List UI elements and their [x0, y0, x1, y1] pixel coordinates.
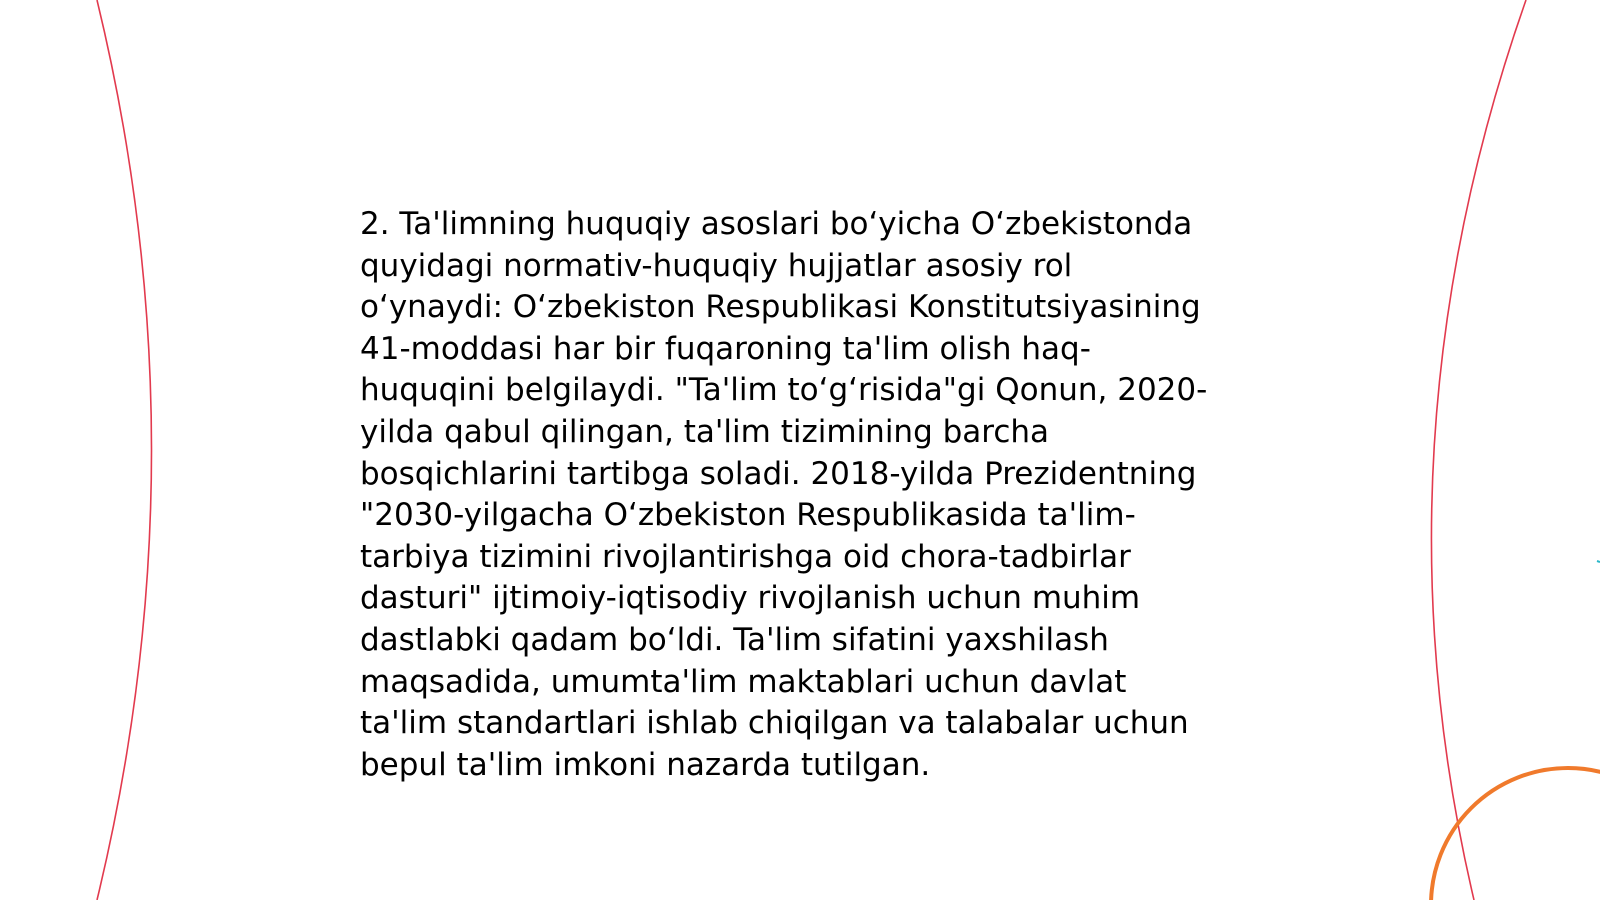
left-arc-decoration [97, 0, 152, 900]
right-arc-decoration [1431, 0, 1526, 900]
orange-ring-decoration [1431, 768, 1600, 900]
body-paragraph: 2. Ta'limning huquqiy asoslari bo‘yicha O‘zbekistonda quyidagi normativ-huquqiy hujjatlar asosiy rol o‘ynaydi: O‘zbekiston Respublikasi Konstitutsiyasining 41-moddasi har bir fuqaroning ta'lim olish haq- huquqini belgilaydi. "Ta'lim to‘g‘risida"gi Qonun, 2020- yilda qabul qilingan, ta'lim tizimining barcha bosqichlarini tartibga soladi. 2018-yilda Prezidentning "2030-yilgacha O‘zbekiston Respublikasida ta'lim- tarbiya tizimini rivojlantirishga oid chora-tadbirlar dasturi" ijtimoiy-iqtisodiy rivojlanish uchun muhim dastlabki qadam bo‘ldi. Ta'lim sifatini yaxshilash maqsadida, umumta'lim maktablari uchun davlat ta'lim standartlari ishlab chiqilgan va talabalar uchun bepul ta'lim imkoni nazarda tutilgan. [360, 206, 1208, 783]
